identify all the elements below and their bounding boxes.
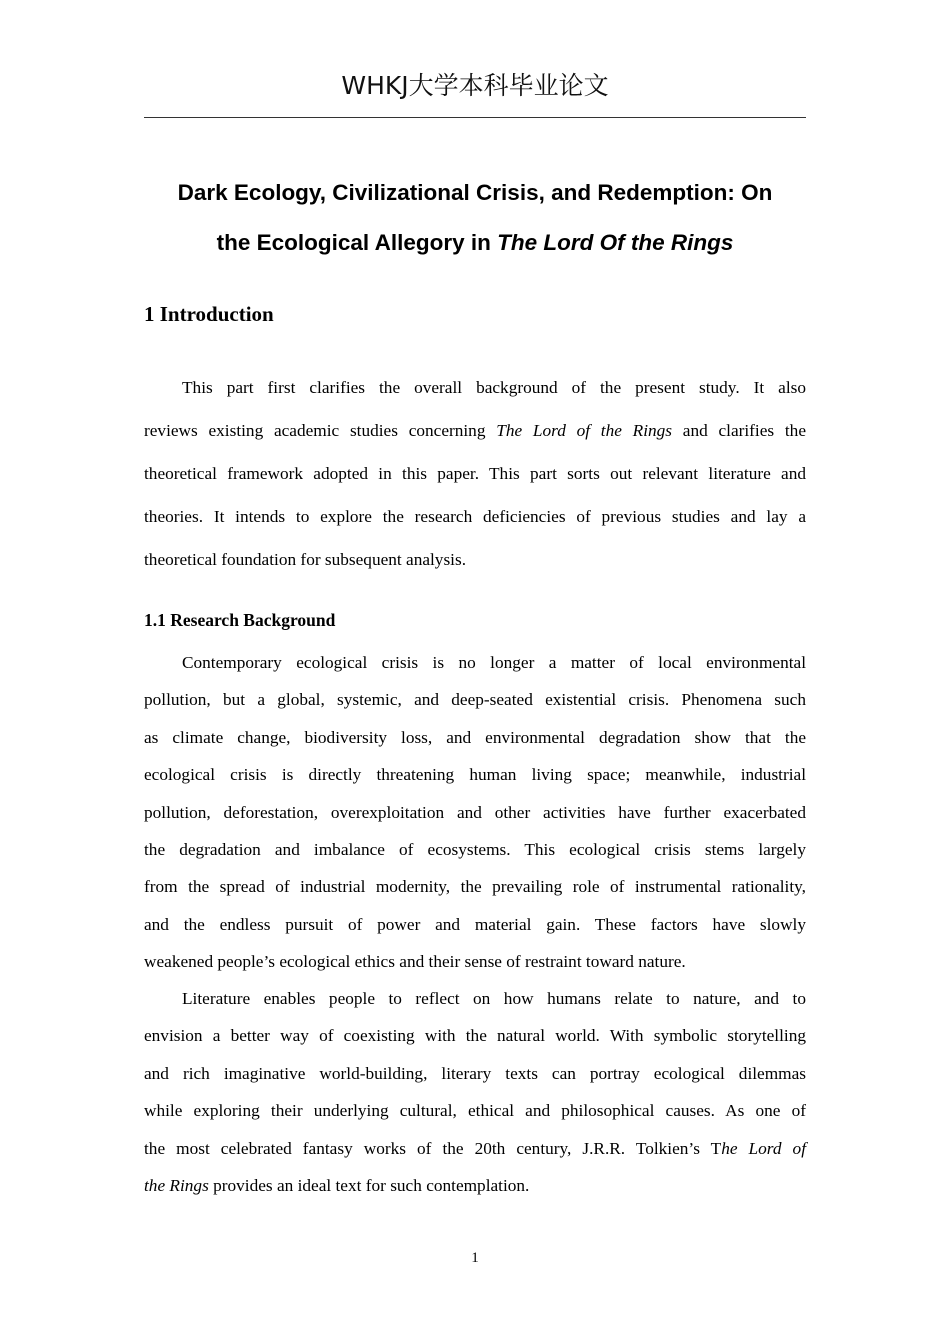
line-text: the most celebrated fantasy works of the 20th century, J.R.R. Tolkien’s T — [144, 1138, 722, 1158]
paragraph-line: pollution, deforestation, overexploitation and other activities have further exacerbated — [144, 802, 806, 822]
book-title-italic: he Lord of — [721, 1138, 806, 1158]
title-line-1: Dark Ecology, Civilizational Crisis, and Redemption: On — [177, 180, 773, 205]
paragraph-line: while exploring their underlying cultural, ethical and philosophical causes. As one of — [144, 1101, 806, 1121]
paper-title — [144, 168, 806, 268]
paragraph-line: theories. It intends to explore the research deficiencies of previous studies and lay a — [144, 507, 806, 526]
paragraph-line — [144, 409, 806, 452]
line-text: and clarifies the — [672, 421, 806, 440]
paragraph-line: and the endless pursuit of power and material gain. These factors have slowly — [144, 914, 806, 934]
title-line-2-prefix: the Ecological Allegory in — [216, 230, 498, 255]
paragraph-line: ecological crisis is directly threatening human living space; meanwhile, industrial — [144, 765, 806, 785]
paragraph-line: Literature enables people to reflect on how humans relate to nature, and to — [182, 989, 806, 1008]
paragraph-line: theoretical framework adopted in this paper. This part sorts out relevant literature and — [144, 464, 806, 483]
paragraph-line: theoretical foundation for subsequent analysis. — [144, 550, 467, 569]
line-text: reviews existing academic studies concerning — [144, 421, 497, 440]
title-line-2 — [144, 218, 806, 268]
line-text: provides an ideal text for such contemplation. — [208, 1176, 530, 1196]
research-background-paragraph-2 — [144, 980, 806, 1204]
paragraph-line: the degradation and imbalance of ecosystems. This ecological crisis stems largely — [144, 840, 806, 860]
paragraph-line: from the spread of industrial modernity, the prevailing role of instrumental rationality, — [144, 877, 806, 897]
research-background-paragraph-1 — [144, 644, 806, 981]
section-heading-introduction: 1 Introduction — [144, 302, 274, 326]
page-number: 1 — [471, 1250, 479, 1266]
title-book-name: The Lord Of the Rings — [497, 230, 734, 255]
paragraph-line: This part first clarifies the overall background of the present study. It also — [182, 378, 806, 397]
paragraph-line — [144, 1167, 806, 1204]
paragraph-line: weakened people’s ecological ethics and their sense of restraint toward nature. — [144, 952, 686, 972]
paragraph-line — [144, 1130, 806, 1167]
book-title-italic: the Rings — [144, 1176, 209, 1196]
intro-paragraph — [144, 366, 806, 581]
paragraph-line: and rich imaginative world-building, literary texts can portray ecological dilemmas — [144, 1063, 806, 1083]
paragraph-line: pollution, but a global, systemic, and deep-seated existential crisis. Phenomena such — [144, 690, 806, 710]
paragraph-line: Contemporary ecological crisis is no longer a matter of local environmental — [182, 653, 806, 672]
paragraph-line: envision a better way of coexisting with the natural world. With symbolic storytelling — [144, 1026, 806, 1046]
running-header: WHKJ大学本科毕业论文 — [341, 71, 609, 100]
paragraph-line: as climate change, biodiversity loss, and environmental degradation show that the — [144, 727, 806, 747]
subsection-heading-research-background: 1.1 Research Background — [144, 610, 336, 630]
header-rule — [144, 117, 806, 118]
book-title-italic: The Lord of the Rings — [496, 421, 673, 440]
